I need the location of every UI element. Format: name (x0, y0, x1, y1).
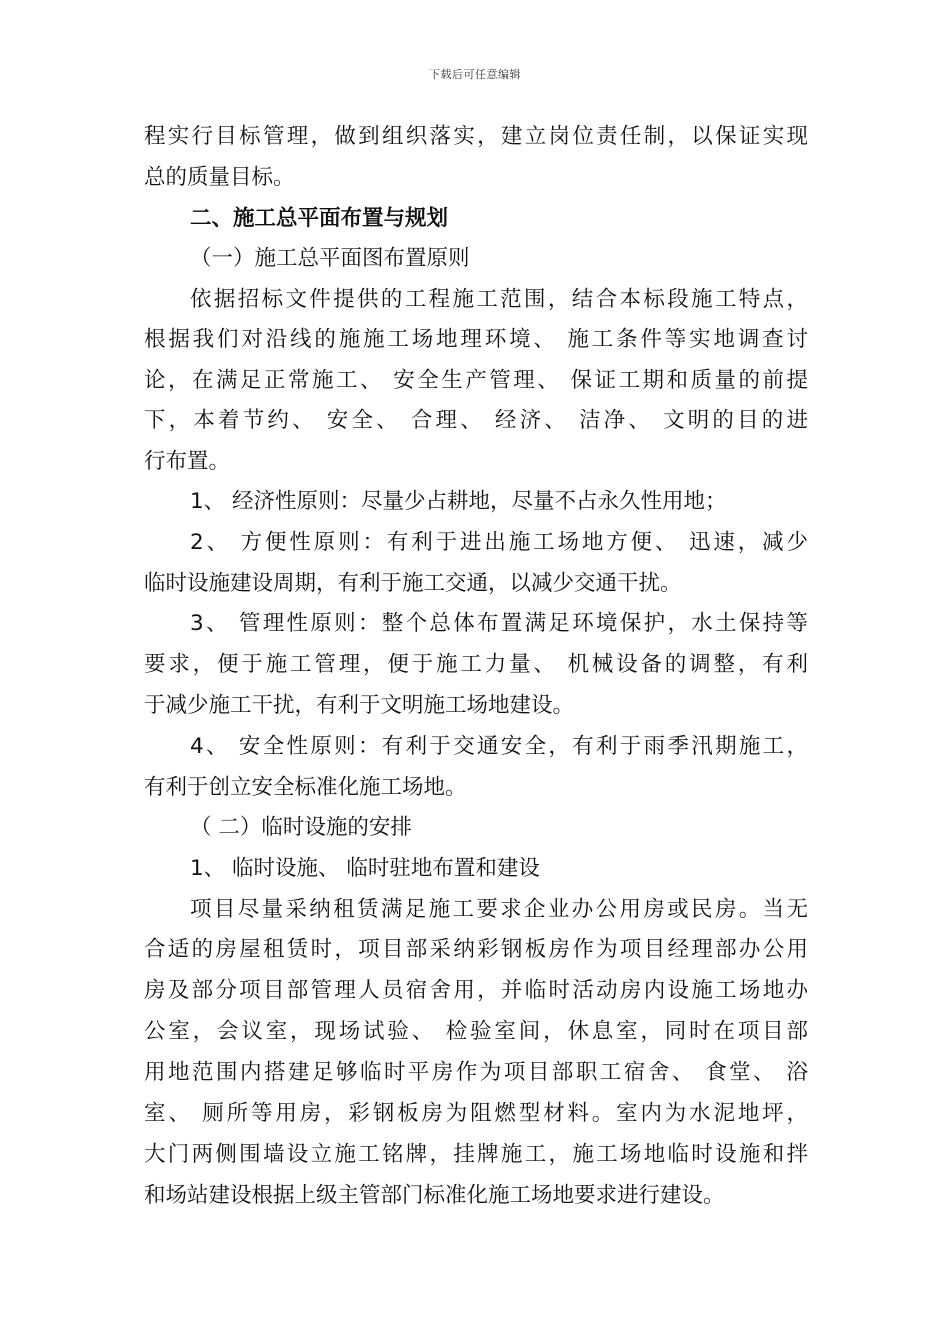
subsection-heading: （一）施工总平面图布置原则 (190, 246, 470, 271)
text-line: 论，在满足正常施工、 安全生产管理、 保证工期和质量的前提 (144, 368, 808, 393)
text-line: 和场站建设根据上级主管部门标准化施工场地要求进行建设。 (144, 1183, 725, 1208)
text-line: 房及部分项目部管理人员宿舍用，并临时活动房内设施工场地办 (144, 978, 808, 1003)
page-header: 下载后可任意编辑 (429, 68, 521, 81)
text-line: 室、 厕所等用房，彩钢板房为阻燃型材料。室内为水泥地坪， (144, 1101, 808, 1126)
text-line: 大门两侧围墙设立施工铭牌，挂牌施工，施工场地临时设施和拌 (144, 1142, 808, 1167)
text-line: 下，本着节约、 安全、 合理、 经济、 洁净、 文明的目的进 (144, 408, 808, 433)
text-line: 总的质量目标。 (144, 165, 295, 190)
text-line: 要求，便于施工管理，便于施工力量、 机械设备的调整，有利 (144, 652, 808, 677)
text-line: 公室，会议室，现场试验、 检验室间，休息室，同时在项目部 (144, 1019, 808, 1044)
list-item: 4、 安全性原则：有利于交通安全，有利于雨季汛期施工， (190, 734, 808, 759)
text-line: 于减少施工干扰，有利于文明施工场地建设。 (144, 693, 575, 718)
text-line: 有利于创立安全标准化施工场地。 (144, 775, 467, 800)
list-item: 1、 经济性原则：尽量少占耕地，尽量不占永久性用地； (190, 489, 727, 514)
text-line: 行布置。 (144, 449, 231, 474)
text-line: 合适的房屋租赁时，项目部采纳彩钢板房作为项目经理部办公用 (144, 937, 808, 962)
list-item: 3、 管理性原则：整个总体布置满足环境保护，水土保持等 (190, 611, 808, 636)
text-line: 程实行目标管理，做到组织落实，建立岗位责任制，以保证实现 (144, 124, 808, 149)
text-line: 用地范围内搭建足够临时平房作为项目部职工宿舍、 食堂、 浴 (144, 1060, 808, 1085)
list-item: 1、 临时设施、 临时驻地布置和建设 (190, 856, 540, 881)
section-heading: 二、施工总平面布置与规划 (190, 206, 449, 231)
text-line: 项目尽量采纳租赁满足施工要求企业办公用房或民房。当无 (190, 897, 808, 922)
list-item: 2、 方便性原则：有利于进出施工场地方便、 迅速，减少 (190, 530, 808, 555)
text-line: 依据招标文件提供的工程施工范围，结合本标段施工特点， (190, 287, 808, 312)
text-line: 临时设施建设周期，有利于施工交通，以减少交通干扰。 (144, 571, 682, 596)
subsection-heading: （ 二）临时设施的安排 (190, 815, 412, 840)
text-line: 根据我们对沿线的施施工场地理环境、 施工条件等实地调查讨 (144, 327, 808, 352)
